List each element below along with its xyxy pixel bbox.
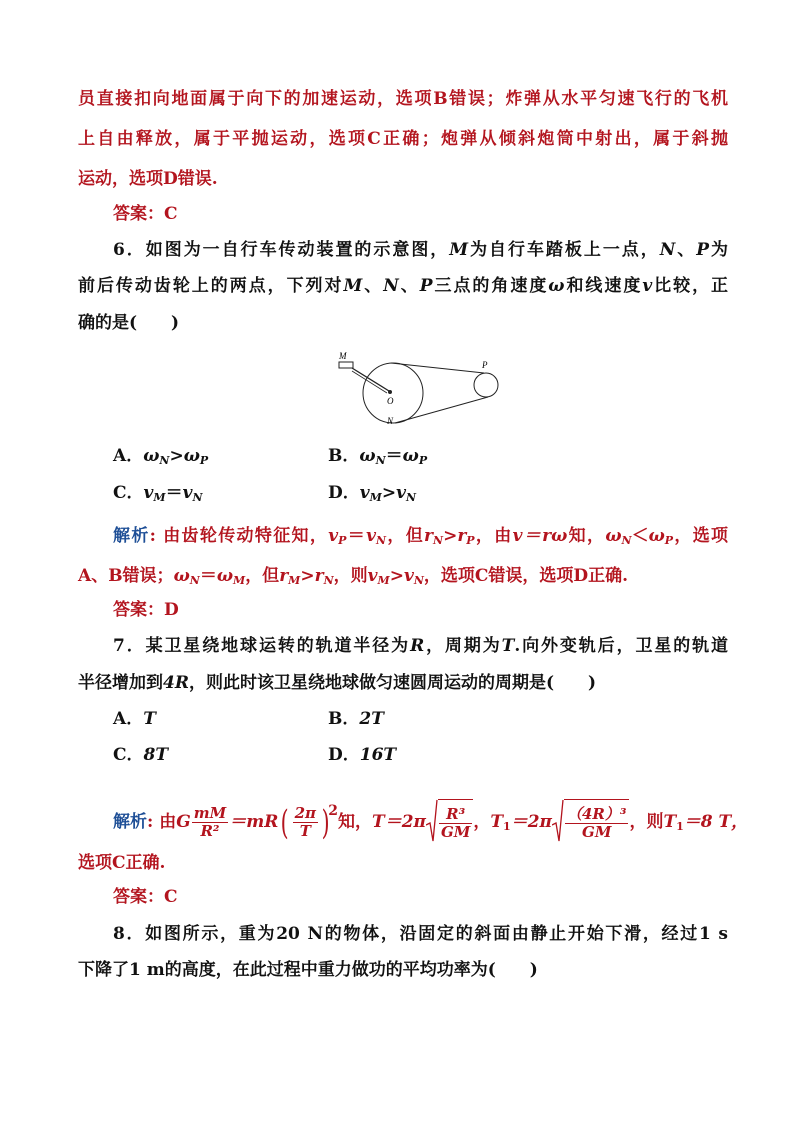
- q6-option-c: C．$v_M=v_N$: [113, 483, 203, 504]
- chain-bottom: [395, 397, 488, 423]
- q7-option-b: B．2T: [328, 709, 384, 729]
- sqrt-r3-gm: $\frac{\text{R³}}{GM}$: [426, 799, 473, 846]
- q7-line-1: 7．某卫星绕地球运转的轨道半径为R，周期为T.向外变轨后，卫星的轨道: [113, 636, 729, 656]
- axle-center: [388, 390, 392, 394]
- crank-arm: [352, 368, 389, 391]
- label-m: M: [339, 351, 347, 361]
- q7-option-d: D．16T: [328, 745, 397, 765]
- q7-analysis-line-1: 解析: 由G $\frac{mM}{\text{R²}}$ ＝mR( $\frac{2\pi}{T}$ )$^2$知，T＝2π $\frac{\text{R³}}{GM}$ ，$T_1=2\pi$ $\frac{\text{（4R）³}}{GM}$ ，则$T_1=8$ T，: [113, 788, 728, 834]
- rear-gear-circle: [474, 373, 498, 397]
- q6-option-a: A．$\omega_N>\omega_P$: [113, 446, 209, 467]
- q7-line-2: 半径增加到4R，则此时该卫星绕地球做匀速圆周运动的周期是( ): [78, 673, 597, 693]
- label-p: P: [482, 360, 488, 370]
- q8-line-2: 下降了1 m的高度，在此过程中重力做功的平均功率为( ): [78, 960, 538, 980]
- label-o: O: [387, 396, 394, 406]
- fraction-2pi-t: $\frac{2\pi}{T}$: [294, 804, 317, 840]
- q6-option-b: B．$\omega_N=\omega_P$: [328, 446, 428, 467]
- bicycle-transmission-diagram: [335, 348, 505, 428]
- q6-analysis-line-2: A、B错误；$\omega_N=\omega_M$，但$r_M>r_N$，则$v_M>v_N$，选项C错误，选项D正确.: [78, 566, 629, 587]
- intro-line-1: 员直接扣向地面属于向下的加速运动，选项B错误；炸弹从水平匀速飞行的飞机: [78, 89, 728, 109]
- q6-option-d: D．$v_M>v_N$: [328, 483, 417, 504]
- q7-option-a: A．T: [113, 709, 156, 729]
- pedal: [339, 362, 353, 368]
- q6-line-3: 确的是( ): [78, 313, 180, 333]
- fraction-mm-r2: $\frac{mM}{\text{R²}}$: [193, 804, 227, 840]
- q7-option-c: C．8T: [113, 745, 169, 765]
- chain-top: [391, 363, 484, 373]
- q6-line-2: 前后传动齿轮上的两点，下列对M、N、P三点的角速度ω和线速度v比较，正: [78, 276, 729, 296]
- q6-line-1: 6．如图为一自行车传动装置的示意图，M为自行车踏板上一点，N、P为: [113, 240, 728, 260]
- label-n: N: [387, 416, 394, 426]
- q8-line-1: 8．如图所示，重为20 N的物体，沿固定的斜面由静止开始下滑，经过1 s: [113, 924, 728, 944]
- q7-answer: 答案：C: [113, 887, 178, 907]
- intro-line-2: 上自由释放，属于平抛运动，选项C正确；炮弹从倾斜炮筒中射出，属于斜抛: [78, 129, 728, 149]
- q7-analysis-line-2: 选项C正确.: [78, 853, 166, 873]
- q6-answer: 答案：D: [113, 600, 179, 620]
- intro-line-3: 运动，选项D错误.: [78, 169, 218, 189]
- sqrt-4r3-gm: $\frac{\text{（4R）³}}{GM}$: [552, 799, 629, 846]
- intro-answer: 答案：C: [113, 204, 178, 224]
- front-gear-circle: [363, 363, 423, 423]
- q6-analysis-line-1: 解析: 由齿轮传动特征知，$v_P=v_N$，但$r_N>r_P$，由v＝rω知，$\omega_N<\omega_P$，选项: [113, 526, 729, 547]
